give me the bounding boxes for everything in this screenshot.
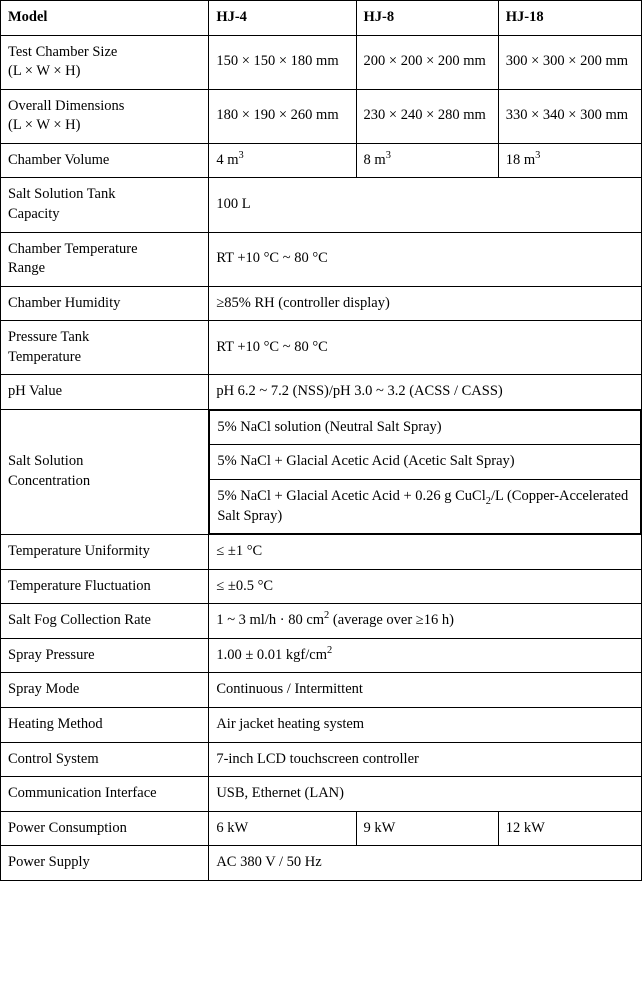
table-row xyxy=(1,604,642,639)
table-row xyxy=(1,569,642,604)
row-label: Spray Pressure xyxy=(1,638,209,673)
row-label: Power Supply xyxy=(1,846,209,881)
row-label: Heating Method xyxy=(1,707,209,742)
cell-value: 1 ~ 3 ml/h · 80 $cm^2$ (average over ≥16 h) xyxy=(209,604,642,639)
header-model-hj18: HJ-18 xyxy=(498,1,641,36)
row-label: Communication Interface xyxy=(1,777,209,812)
header-model-label: Model xyxy=(1,1,209,36)
cell-value: 5% NaCl + Glacial Acetic Acid + 0.26 g CuCl$_2$/L (Copper-Accelerated Salt Spray) xyxy=(210,480,641,534)
cell-value: 12 kW xyxy=(498,811,641,846)
cell-value: Air jacket heating system xyxy=(209,707,642,742)
row-label: Power Consumption xyxy=(1,811,209,846)
table-row xyxy=(1,535,642,570)
cell-value: 300 × 300 × 200 mm xyxy=(498,35,641,89)
table-row xyxy=(1,375,642,410)
cell-value: 5% NaCl solution (Neutral Salt Spray) xyxy=(210,410,641,445)
row-label: Salt Fog Collection Rate xyxy=(1,604,209,639)
table-row xyxy=(1,35,642,89)
cell-value-group xyxy=(209,409,642,534)
row-label-line2: Capacity xyxy=(8,205,60,222)
table-row xyxy=(1,638,642,673)
row-label xyxy=(1,35,209,89)
row-label: Temperature Uniformity xyxy=(1,535,209,570)
cell-value: RT +10 °C ~ 80 °C xyxy=(209,321,642,375)
row-label-line1: Test Chamber Size xyxy=(8,43,118,60)
table-row xyxy=(1,811,642,846)
table-row xyxy=(1,178,642,232)
row-label xyxy=(1,321,209,375)
cell-value: ≥85% RH (controller display) xyxy=(209,286,642,321)
cell-value: 18 $m^3$ xyxy=(498,143,641,178)
cell-value: AC 380 V / 50 Hz xyxy=(209,846,642,881)
row-label-line1: Chamber Temperature xyxy=(8,240,138,257)
row-label-line1: Pressure Tank xyxy=(8,329,90,346)
cell-value: RT +10 °C ~ 80 °C xyxy=(209,232,642,286)
row-label xyxy=(1,89,209,143)
cell-value: 230 × 240 × 280 mm xyxy=(356,89,498,143)
row-label xyxy=(1,232,209,286)
table-header-row xyxy=(1,1,642,36)
table-row xyxy=(1,409,642,534)
cell-value: Continuous / Intermittent xyxy=(209,673,642,708)
cell-value: ≤ ±1 °C xyxy=(209,535,642,570)
header-model-hj4: HJ-4 xyxy=(209,1,356,36)
table-row xyxy=(1,707,642,742)
cell-value: 4 $m^3$ xyxy=(209,143,356,178)
row-label xyxy=(1,409,209,534)
table-row xyxy=(1,286,642,321)
row-label-line2: (L × W × H) xyxy=(8,117,81,134)
table-row xyxy=(1,846,642,881)
row-label-line1: Salt Solution Tank xyxy=(8,186,116,203)
cell-value: 6 kW xyxy=(209,811,356,846)
row-label: Spray Mode xyxy=(1,673,209,708)
cell-value: 1.00 ± 0.01 kgf/$cm^2$ xyxy=(209,638,642,673)
table-row xyxy=(1,777,642,812)
row-label-line1: Salt Solution xyxy=(8,453,84,470)
cell-value: 200 × 200 × 200 mm xyxy=(356,35,498,89)
row-label: Temperature Fluctuation xyxy=(1,569,209,604)
cell-value: 150 × 150 × 180 mm xyxy=(209,35,356,89)
list-item xyxy=(210,445,641,480)
table-row xyxy=(1,321,642,375)
cell-value: pH 6.2 ~ 7.2 (NSS)/pH 3.0 ~ 3.2 (ACSS / CASS) xyxy=(209,375,642,410)
list-item xyxy=(210,480,641,534)
cell-value: 330 × 340 × 300 mm xyxy=(498,89,641,143)
row-label-line2: Concentration xyxy=(8,473,91,489)
row-label: Chamber Humidity xyxy=(1,286,209,321)
row-label-line2: Range xyxy=(8,260,46,277)
table-row xyxy=(1,89,642,143)
cell-value: ≤ ±0.5 °C xyxy=(209,569,642,604)
cell-value: 7-inch LCD touchscreen controller xyxy=(209,742,642,777)
row-label: Chamber Volume xyxy=(1,143,209,178)
list-item xyxy=(210,410,641,445)
row-label-line1: Overall Dimensions xyxy=(8,97,125,114)
table-row xyxy=(1,742,642,777)
cell-value: 8 $m^3$ xyxy=(356,143,498,178)
row-label: pH Value xyxy=(1,375,209,410)
cell-value: 9 kW xyxy=(356,811,498,846)
cell-value: 180 × 190 × 260 mm xyxy=(209,89,356,143)
row-label: Control System xyxy=(1,742,209,777)
table-row xyxy=(1,673,642,708)
row-label-line2: Temperature xyxy=(8,348,82,365)
cell-value: USB, Ethernet (LAN) xyxy=(209,777,642,812)
row-label xyxy=(1,178,209,232)
salt-concentration-list xyxy=(209,410,641,534)
row-label-line2: (L × W × H) xyxy=(8,63,81,80)
cell-value: 5% NaCl + Glacial Acetic Acid (Acetic Salt Spray) xyxy=(210,445,641,480)
table-row xyxy=(1,232,642,286)
table-row xyxy=(1,143,642,178)
header-model-hj8: HJ-8 xyxy=(356,1,498,36)
cell-value: 100 L xyxy=(209,178,642,232)
